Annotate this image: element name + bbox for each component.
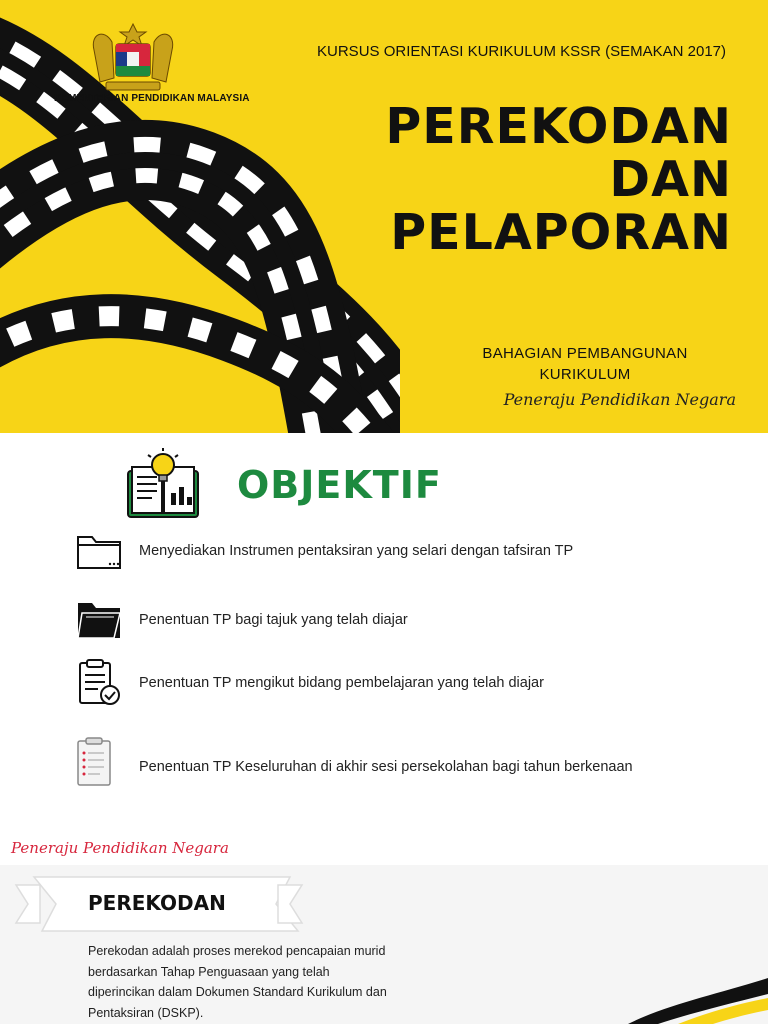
cover-slide	[0, 0, 768, 433]
folder-open-icon	[74, 593, 126, 645]
department-name	[470, 343, 700, 385]
course-name: KURSUS ORIENTASI KURIKULUM KSSR (SEMAKAN 2017)	[317, 43, 726, 60]
slide-title	[385, 100, 732, 259]
motto-text: Peneraju Pendidikan Negara	[503, 390, 736, 409]
objective-item-4: Penentuan TP Keseluruhan di akhir sesi persekolahan bagi tahun berkenaan	[139, 759, 633, 775]
title-line: PELAPORAN	[390, 204, 732, 261]
idea-book-icon	[124, 447, 202, 525]
recording-heading: PEREKODAN	[88, 891, 226, 915]
ministry-name: KEMENTERIAN PENDIDIKAN MALAYSIA	[54, 93, 250, 104]
department-line: BAHAGIAN PEMBANGUNAN	[482, 345, 688, 362]
objective-item-1: Menyediakan Instrumen pentaksiran yang selari dengan tafsiran TP	[139, 543, 574, 559]
objective-slide	[0, 433, 768, 865]
clipboard-list-icon	[74, 735, 126, 787]
malaysia-crest-icon	[86, 20, 180, 94]
title-line: DAN	[609, 151, 732, 208]
folder-outline-icon	[74, 525, 126, 577]
clipboard-check-icon	[74, 657, 126, 709]
department-line: KURIKULUM	[539, 366, 631, 383]
motto-text: Peneraju Pendidikan Negara	[11, 839, 229, 857]
recording-description: Perekodan adalah proses merekod pencapaian murid berdasarkan Tahap Penguasaan yang telah diperincikan dalam Dokumen Standard Kurikulum dan Pentaksiran (DSKP).	[88, 944, 387, 1020]
objective-heading: OBJEKTIF	[237, 463, 442, 507]
ribbon-decoration	[628, 964, 768, 1024]
objective-item-3: Penentuan TP mengikut bidang pembelajaran yang telah diajar	[139, 675, 544, 691]
objective-item-2: Penentuan TP bagi tajuk yang telah diajar	[139, 612, 408, 628]
recording-slide	[0, 865, 768, 1024]
title-line: PEREKODAN	[385, 98, 732, 155]
ribbon-decoration	[0, 0, 400, 433]
